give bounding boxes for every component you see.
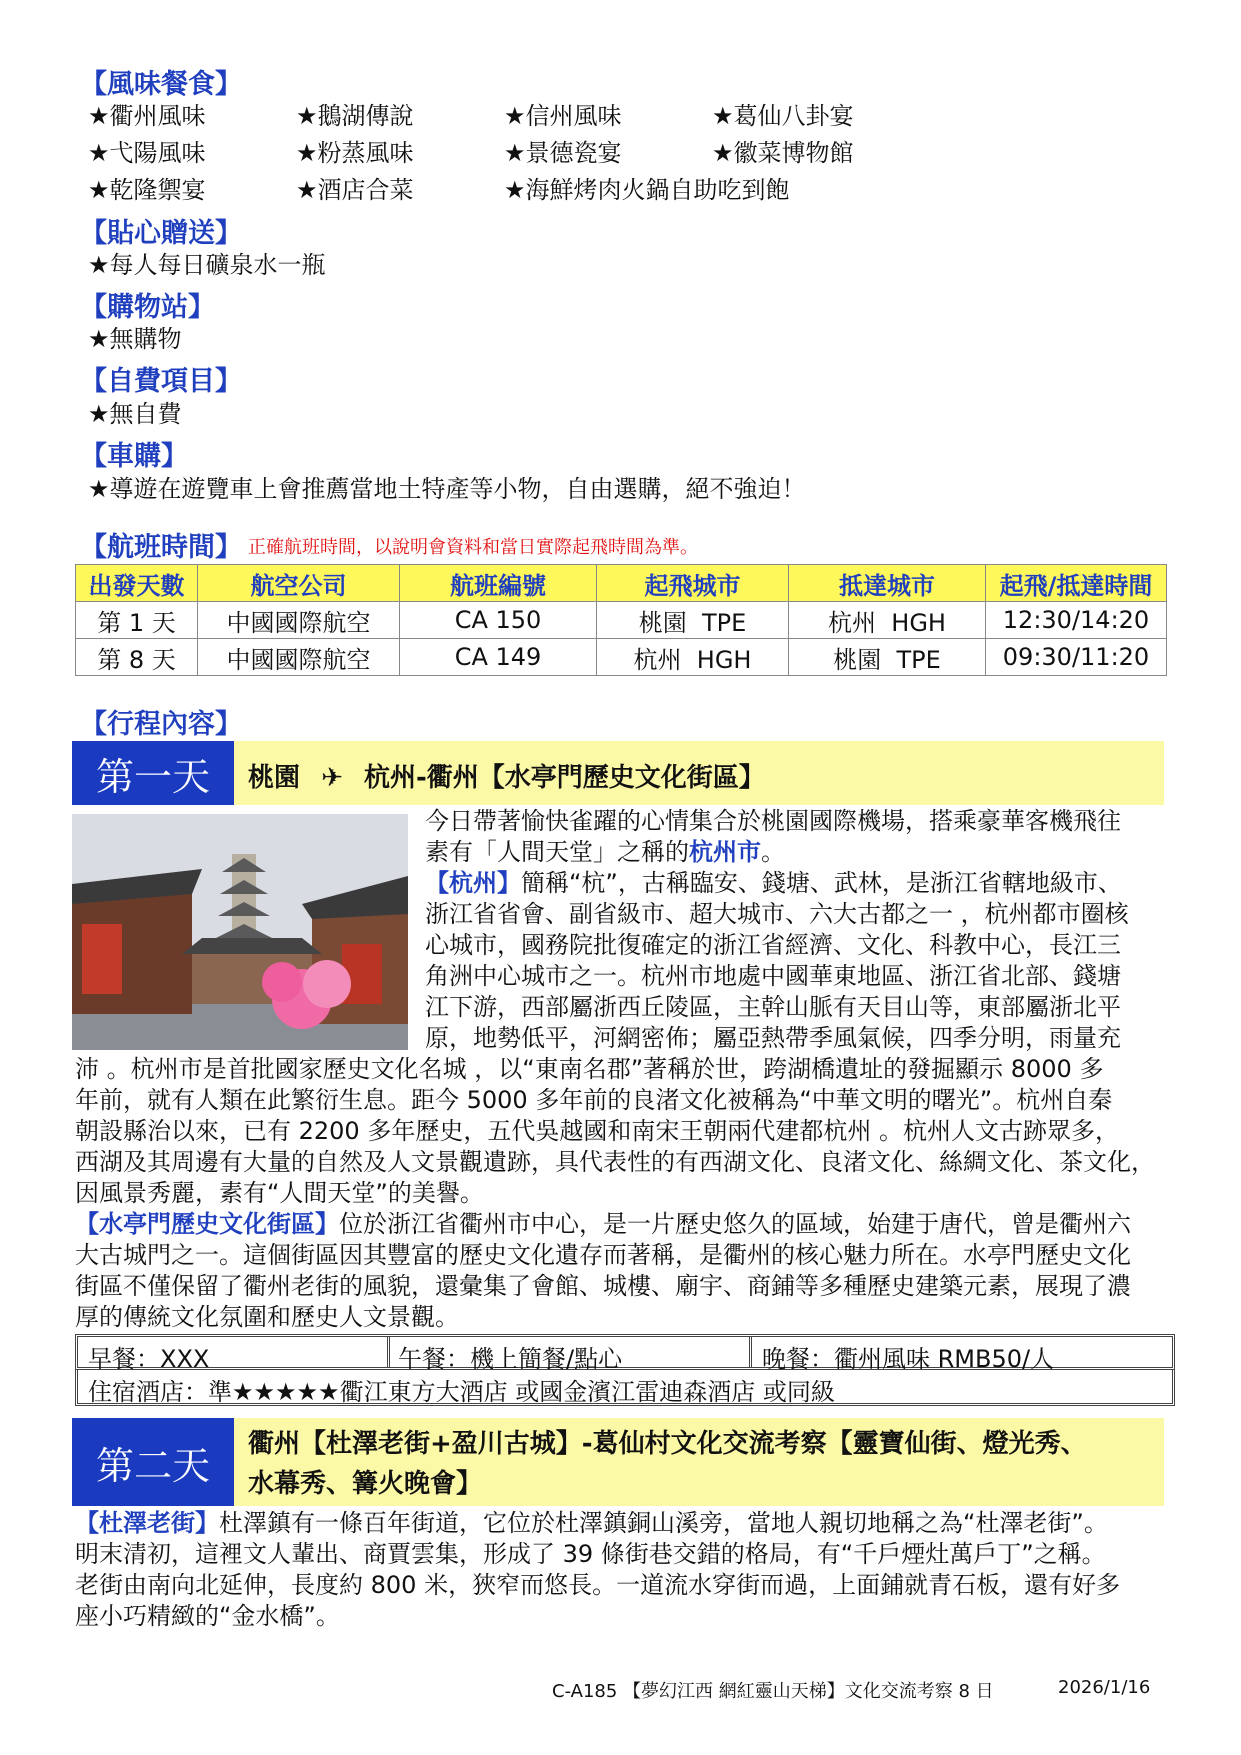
breakfast: 早餐：XXX [88, 1345, 210, 1373]
section-flight-title: 【航班時間】 [80, 532, 242, 563]
food-item: ★葛仙八卦宴 [712, 102, 854, 130]
flight-cell: 09:30/11:20 [986, 639, 1167, 676]
shuitingmen-line: 大古城門之一。這個街區因其豐富的歷史文化遺存而著稱，是衢州的核心魅力所在。水亭門歷史文化 [75, 1241, 1131, 1269]
day1-intro [425, 806, 1169, 1054]
day2-label: 第二天 [72, 1418, 234, 1506]
flight-cell: CA 150 [400, 602, 597, 639]
footer-code: C-A185 【夢幻江西 網紅靈山天梯】文化交流考察 8 日 [552, 1681, 994, 1702]
day2-title [248, 1424, 1087, 1504]
footer-date: 2026/1/16 [1058, 1677, 1151, 1698]
food-item: ★景德瓷宴 [504, 139, 622, 167]
food-item: ★信州風味 [504, 102, 622, 130]
section-shop-title: 【購物站】 [80, 292, 215, 323]
hangzhou-line: 心城市，國務院批復確定的浙江省經濟、文化、科教中心，長江三 [425, 931, 1121, 959]
flight-header-cell: 起飛城市 [597, 565, 789, 602]
hangzhou-text: 簡稱“杭”，古稱臨安、錢塘、武林，是浙江省轄地級市、 [521, 869, 1122, 897]
car-shop-text: ★導遊在遊覽車上會推薦當地土特產等小物，自由選購，絕不強迫！ [88, 475, 806, 503]
section-gift-title: 【貼心贈送】 [80, 218, 242, 249]
flight-cell: 中國國際航空 [198, 639, 400, 676]
hangzhou-full-line: 因風景秀麗，素有“人間天堂”的美譽。 [75, 1179, 484, 1207]
day2-duze [75, 1508, 1169, 1632]
hangzhou-line: 浙江省省會、副省級市、超大城市、六大古都之一 ，杭州都市圈核 [425, 900, 1129, 928]
flight-header-cell: 起飛/抵達時間 [986, 565, 1167, 602]
flight-cell: 12:30/14:20 [986, 602, 1167, 639]
hangzhou-city-highlight: 杭州市 [689, 838, 761, 866]
duze-text: 杜澤鎮有一條百年街道，它位於杜澤鎮銅山溪旁，當地人親切地稱之為“杜澤老街”。 [219, 1509, 1108, 1537]
shuitingmen-line: 厚的傳統文化氛圍和歷史人文景觀。 [75, 1303, 459, 1331]
dinner: 晚餐：衢州風味 RMB50/人 [762, 1345, 1055, 1373]
flight-header-cell: 航班編號 [400, 565, 597, 602]
hangzhou-line [425, 868, 1169, 899]
section-car-shop-title: 【車購】 [80, 441, 188, 472]
flight-cell: CA 149 [400, 639, 597, 676]
food-item: ★徽菜博物館 [712, 139, 854, 167]
duze-line: 老街由南向北延伸，長度約 800 米，狹窄而悠長。一道流水穿街而過，上面鋪就青石板，還有好多 [75, 1571, 1121, 1599]
flight-note: 正確航班時間，以說明會資料和當日實際起飛時間為準。 [248, 537, 698, 558]
shuitingmen-line [75, 1209, 1169, 1240]
flight-header-cell: 出發天數 [76, 565, 198, 602]
day1-title-origin: 桃園 [248, 763, 301, 793]
flight-cell: 桃園 TPE [597, 602, 789, 639]
food-item: ★乾隆禦宴 [88, 176, 206, 204]
shuitingmen-label: 【水亭門歷史文化街區】 [75, 1210, 339, 1238]
day1-hotel-row [75, 1370, 1175, 1406]
day1-title-dest: 杭州-衢州【水亭門歷史文化街區】 [363, 763, 765, 793]
duze-line: 明末清初，這裡文人輩出、商賈雲集，形成了 39 條街巷交錯的格局，有“千戶煙灶萬戶丁”之稱。 [75, 1540, 1106, 1568]
table-row [76, 602, 1167, 639]
hangzhou-label: 【杭州】 [425, 869, 521, 897]
hangzhou-full-line: 年前，就有人類在此繁衍生息。距今 5000 多年前的良渚文化被稱為“中華文明的曙光”。杭州自秦 [75, 1086, 1113, 1114]
day1-label: 第一天 [72, 741, 234, 805]
section-itinerary-title: 【行程內容】 [80, 709, 242, 740]
day1-title [248, 757, 765, 794]
food-item: ★衢州風味 [88, 102, 206, 130]
shuitingmen-photo-icon [72, 814, 408, 1050]
day2-title-line: 衢州【杜澤老街+盈川古城】-葛仙村文化交流考察【靈寶仙街、燈光秀、 [248, 1429, 1087, 1459]
flight-header-cell: 航空公司 [198, 565, 400, 602]
flight-table [75, 564, 1167, 676]
section-optional-title: 【自費項目】 [80, 366, 242, 397]
meal-divider [387, 1337, 393, 1367]
table-row [76, 639, 1167, 676]
duze-line: 座小巧精緻的“金水橋”。 [75, 1602, 340, 1630]
hangzhou-full-line: 朝設縣治以來，已有 2200 多年歷史，五代吳越國和南宋王朝兩代建都杭州 。杭州人文古跡眾多， [75, 1117, 1119, 1145]
day1-intro-line: 今日帶著愉快雀躍的心情集合於桃園國際機場，搭乘豪華客機飛往 [425, 807, 1121, 835]
food-item: ★弋陽風味 [88, 139, 206, 167]
lunch: 午餐：機上簡餐/點心 [398, 1345, 623, 1373]
hangzhou-line: 江下游，西部屬浙西丘陵區，主幹山脈有天目山等，東部屬浙北平 [425, 993, 1121, 1021]
gift-text: ★每人每日礦泉水一瓶 [88, 251, 326, 279]
day2-title-line: 水幕秀、篝火晚會】 [248, 1469, 483, 1499]
food-item: ★粉蒸風味 [296, 139, 414, 167]
flight-header-cell: 抵達城市 [789, 565, 986, 602]
hangzhou-line: 角洲中心城市之一。杭州市地處中國華東地區、浙江省北部、錢塘 [425, 962, 1121, 990]
day1-intro-end: 。 [761, 838, 785, 866]
flight-cell: 杭州 HGH [789, 602, 986, 639]
food-item: ★酒店合菜 [296, 176, 414, 204]
shop-text: ★無購物 [88, 325, 182, 353]
flight-table-header [76, 565, 1167, 602]
flight-cell: 桃園 TPE [789, 639, 986, 676]
day1-intro-line [425, 837, 1169, 868]
day1-meals [75, 1334, 1175, 1373]
shuitingmen-line: 街區不僅保留了衢州老街的風貌，還彙集了會館、城樓、廟宇、商鋪等多種歷史建築元素，展現了濃 [75, 1272, 1131, 1300]
day2-header [72, 1418, 1164, 1506]
hotel: 住宿酒店：準★★★★★衢江東方大酒店 或國金濱江雷迪森酒店 或同級 [88, 1378, 835, 1406]
shuitingmen-text: 位於浙江省衢州市中心，是一片歷史悠久的區域，始建于唐代，曾是衢州六 [339, 1210, 1131, 1238]
day1-photo [72, 814, 408, 1050]
day1-header [72, 741, 1164, 805]
meal-divider [749, 1337, 755, 1367]
optional-text: ★無自費 [88, 400, 182, 428]
hangzhou-full-line: 沛 。杭州市是首批國家歷史文化名城 ，以“東南名郡”著稱於世，跨湖橋遺址的發掘顯示 8000 多 [75, 1055, 1104, 1083]
duze-label: 【杜澤老街】 [75, 1509, 219, 1537]
flight-cell: 第 1 天 [76, 602, 198, 639]
food-item: ★海鮮烤肉火鍋自助吃到飽 [504, 176, 790, 204]
plane-icon: ✈ [321, 763, 343, 793]
flight-cell: 杭州 HGH [597, 639, 789, 676]
food-item: ★鵝湖傳說 [296, 102, 414, 130]
duze-line [75, 1508, 1169, 1539]
section-food-title: 【風味餐食】 [80, 69, 242, 100]
hangzhou-full-line: 西湖及其周邊有大量的自然及人文景觀遺跡，具代表性的有西湖文化、良渚文化、絲綢文化、茶文化， [75, 1148, 1155, 1176]
day1-hangzhou-full [75, 1054, 1169, 1333]
hangzhou-line: 原，地勢低平，河網密佈；屬亞熱帶季風氣候，四季分明，雨量充 [425, 1024, 1121, 1052]
flight-cell: 中國國際航空 [198, 602, 400, 639]
flight-cell: 第 8 天 [76, 639, 198, 676]
day1-intro-text: 素有「人間天堂」之稱的 [425, 838, 689, 866]
